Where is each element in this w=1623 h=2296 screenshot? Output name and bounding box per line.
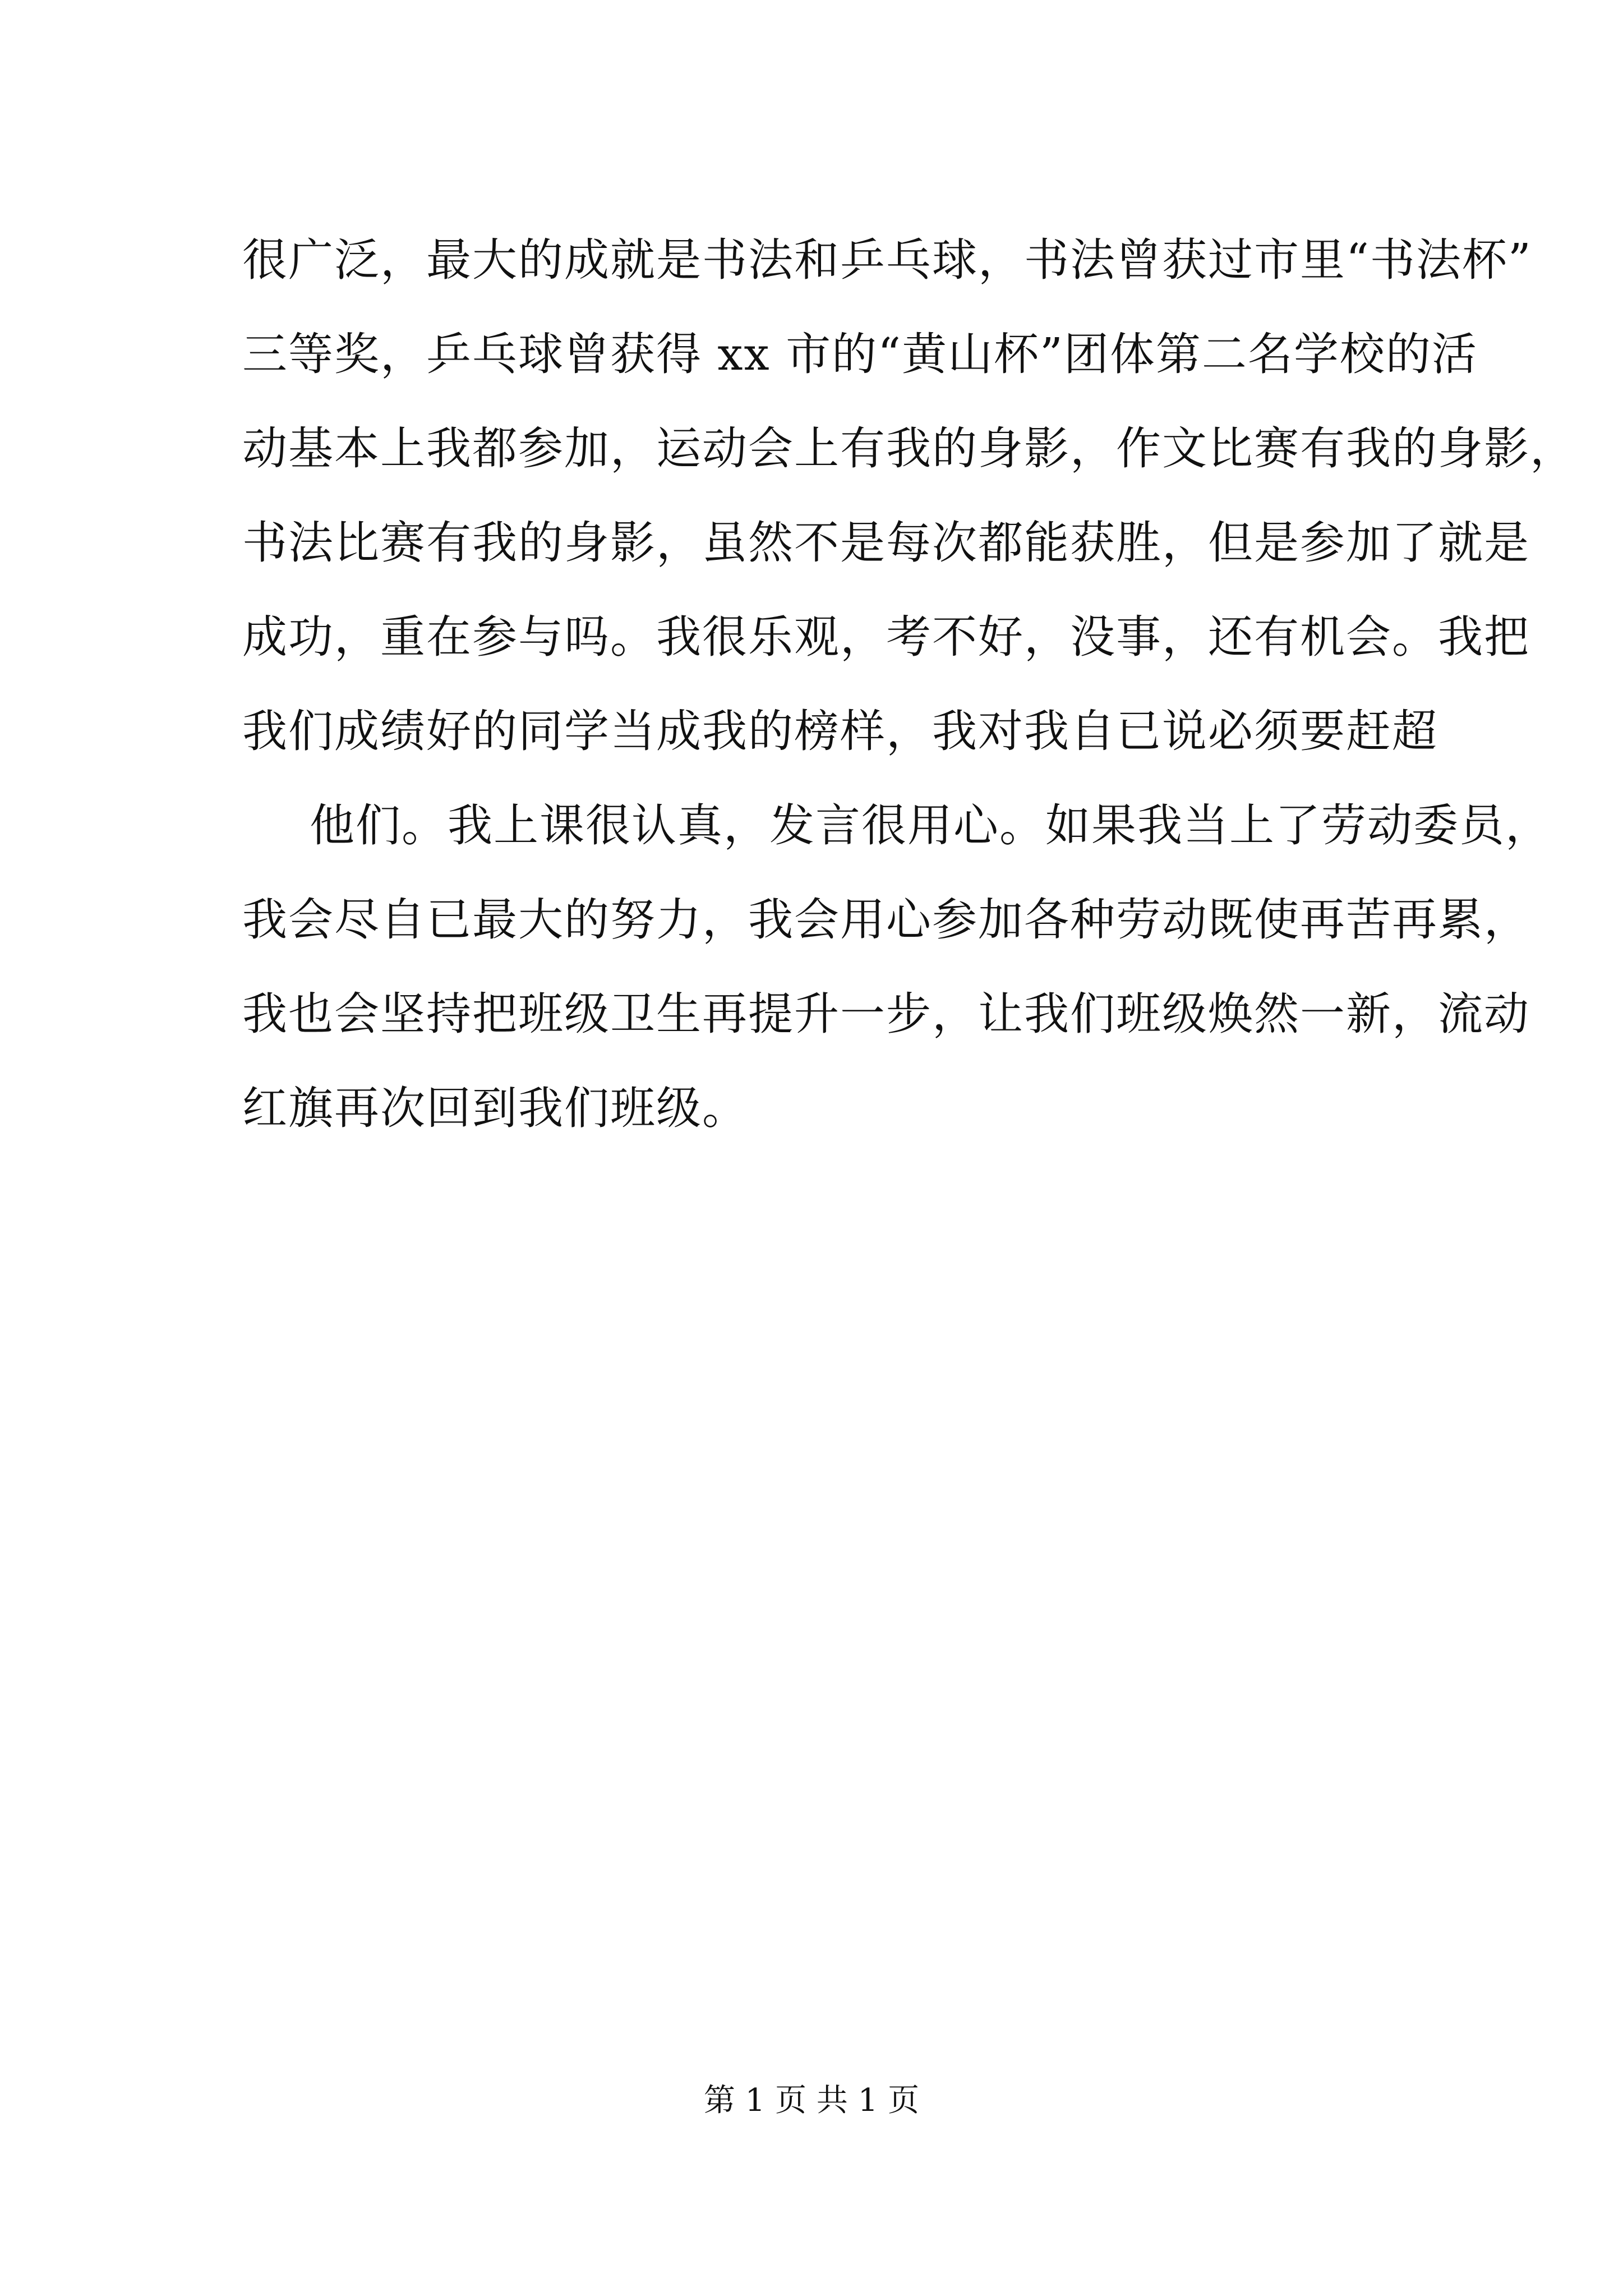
page-footer: [0, 2076, 1623, 2126]
page-number: 第 1 页 共 1 页: [703, 2082, 920, 2119]
paragraph-line-10: 红旗再次回到我们班级。: [242, 1082, 748, 1134]
paragraph-line-7: 他们。我上课很认真，发言很用心。如果我当上了劳动委员，: [310, 799, 1551, 852]
paragraph-line-8: 我会尽自已最大的努力，我会用心参加各种劳动既使再苦再累，: [242, 894, 1530, 946]
paragraph-line-2: 三等奖，乒乓球曾获得 xx 市的“黄山杯”团体第二名学校的活: [242, 328, 1478, 380]
paragraph-line-5: 成功，重在参与吗。我很乐观，考不好，没事，还有机会。我把: [242, 611, 1530, 663]
body-text: [242, 213, 1576, 1156]
paragraph-line-1: 很广泛，最大的成就是书法和乒乓球，书法曾获过市里“书法杯”: [242, 234, 1532, 286]
paragraph-line-3: 动基本上我都参加，运动会上有我的身影，作文比赛有我的身影，: [242, 422, 1576, 475]
paragraph-line-9: 我也会坚持把班级卫生再提升一步，让我们班级焕然一新，流动: [242, 988, 1530, 1040]
paragraph-line-6: 我们成绩好的同学当成我的榜样，我对我自已说必须要赶超: [242, 705, 1438, 757]
paragraph-line-4: 书法比赛有我的身影，虽然不是每次都能获胜，但是参加了就是: [242, 517, 1530, 569]
